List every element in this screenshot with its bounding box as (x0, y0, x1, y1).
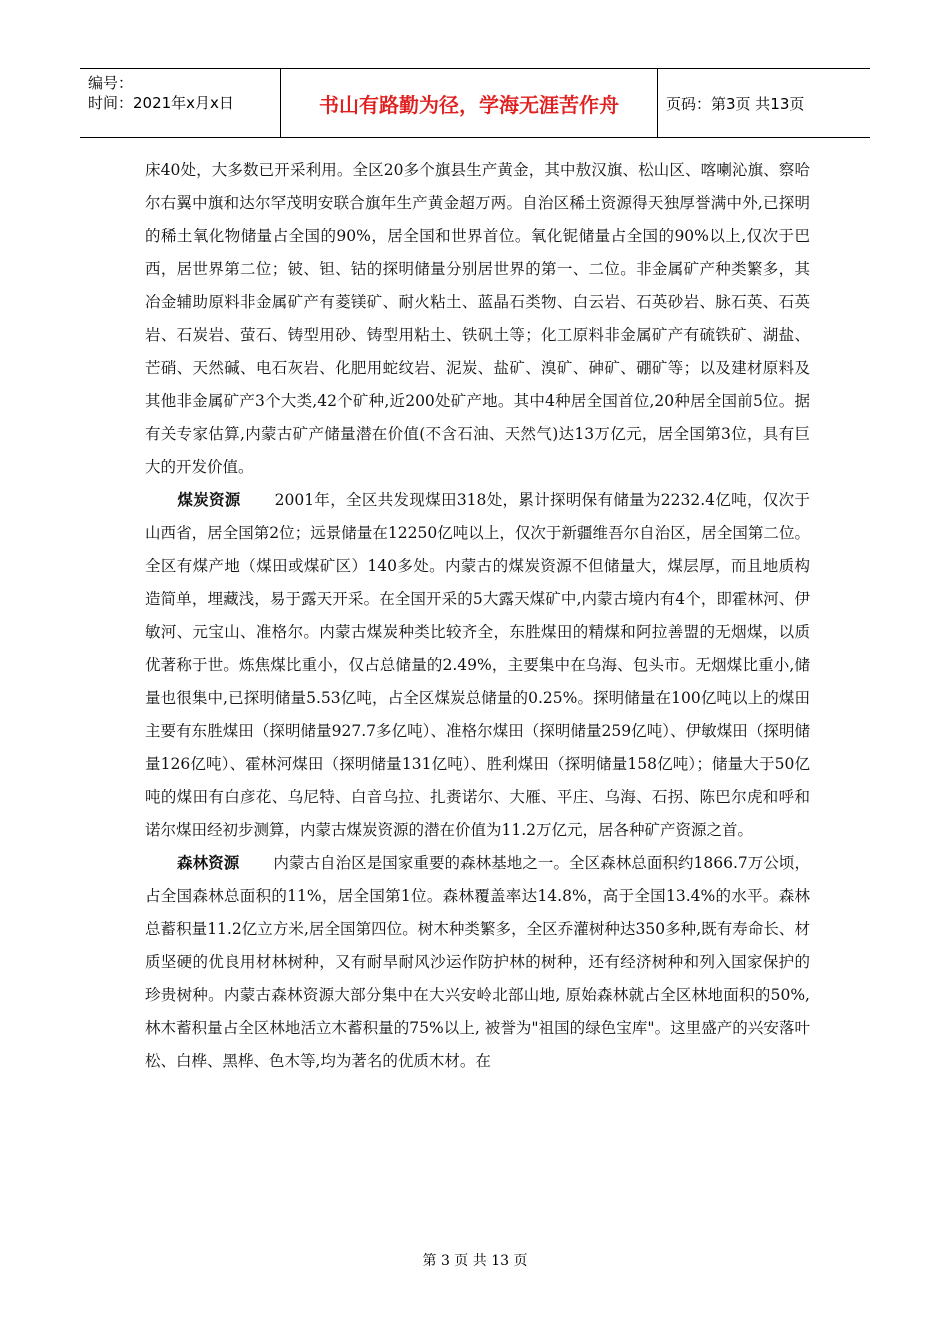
section-title-forest: 森林资源 (177, 854, 240, 872)
section-title-coal: 煤炭资源 (177, 491, 241, 509)
page-footer: 第 3 页 共 13 页 (422, 1253, 528, 1269)
header-motto: 书山有路勤为径，学海无涯苦作舟 (281, 69, 658, 137)
document-time-label: 时间：2021年x月x日 (88, 94, 234, 112)
document-number-label: 编号： (88, 74, 134, 92)
coal-text: 2001年，全区共发现煤田318处，累计探明保有储量为2232.4亿吨，仅次于山西省，居全国第2位；远景储量在12250亿吨以上，仅次于新疆维吾尔自治区，居全国第二位。全区有煤产地（煤田或煤矿区）140多处。内蒙古的煤炭资源不但储量大，煤层厚，而且地质构造简单，埋藏浅，易于露天开采。在全国开采的5大露天煤矿中,内蒙古境内有4个，即霍林河、伊敏河、元宝山、准格尔。内蒙古煤炭种类比较齐全，东胜煤田的精煤和阿拉善盟的无烟煤，以质优著称于世。炼焦煤比重小，仅占总储量的2.49%，主要集中在乌海、包头市。无烟煤比重小,储量也很集中,已探明储量5.53亿吨，占全区煤炭总储量的0.25%。探明储量在100亿吨以上的煤田主要有东胜煤田（探明储量927.7多亿吨）、准格尔煤田（探明储量259亿吨）、伊敏煤田（探明储量126亿吨）、霍林河煤田（探明储量131亿吨）、胜利煤田（探明储量158亿吨）；储量大于50亿吨的煤田有白彦花、乌尼特、白音乌拉、扎赉诺尔、大雁、平庄、乌海、石拐、陈巴尔虎和呼和诺尔煤田经初步测算，内蒙古煤炭资源的潜在价值为11.2万亿元，居各种矿产资源之首。 (145, 491, 810, 839)
header-meta (80, 69, 281, 137)
forest-text: 内蒙古自治区是国家重要的森林基地之一。全区森林总面积约1866.7万公顷，占全国森林总面积的11%，居全国第1位。森林覆盖率达14.8%，高于全国13.4%的水平。森林总蓄积量11.2亿立方米,居全国第四位。树木种类繁多，全区乔灌树种达350多种,既有寿命长、材质坚硬的优良用材林树种，又有耐旱耐风沙运作防护林的树种，还有经济树种和列入国家保护的珍贵树种。内蒙古森林资源大部分集中在大兴安岭北部山地, 原始森林就占全区林地面积的50%, 林木蓄积量占全区林地活立木蓄积量的75%以上, 被誉为"祖国的绿色宝库"。这里盛产的兴安落叶松、白桦、黑桦、色木等,均为著名的优质木材。在 (145, 854, 810, 1070)
page-header (80, 68, 870, 138)
document-body (145, 154, 810, 1078)
paragraph-forest (145, 847, 810, 1078)
header-page-number: 页码：第3页 共13页 (666, 94, 805, 113)
paragraph-coal (145, 484, 810, 847)
paragraph-minerals: 床40处，大多数已开采利用。全区20多个旗县生产黄金，其中敖汉旗、松山区、喀喇沁旗、察哈尔右翼中旗和达尔罕茂明安联合旗年生产黄金超万两。自治区稀土资源得天独厚誉满中外,已探明的稀土氧化物储量占全国的90%，居全国和世界首位。氧化铌储量占全国的90%以上,仅次于巴西，居世界第二位；铍、钽、钴的探明储量分别居世界的第一、二位。非金属矿产种类繁多，其冶金辅助原料非金属矿产有菱镁矿、耐火粘土、蓝晶石类物、白云岩、石英砂岩、脉石英、石英岩、石炭岩、萤石、铸型用砂、铸型用粘土、铁矾土等；化工原料非金属矿产有硫铁矿、湖盐、芒硝、天然碱、电石灰岩、化肥用蛇纹岩、泥炭、盐矿、溴矿、砷矿、硼矿等；以及建材原料及其他非金属矿产3个大类,42个矿种,近200处矿产地。其中4种居全国首位,20种居全国前5位。据有关专家估算,内蒙古矿产储量潜在价值(不含石油、天然气)达13万亿元，居全国第3位，具有巨大的开发价值。 (145, 161, 810, 476)
